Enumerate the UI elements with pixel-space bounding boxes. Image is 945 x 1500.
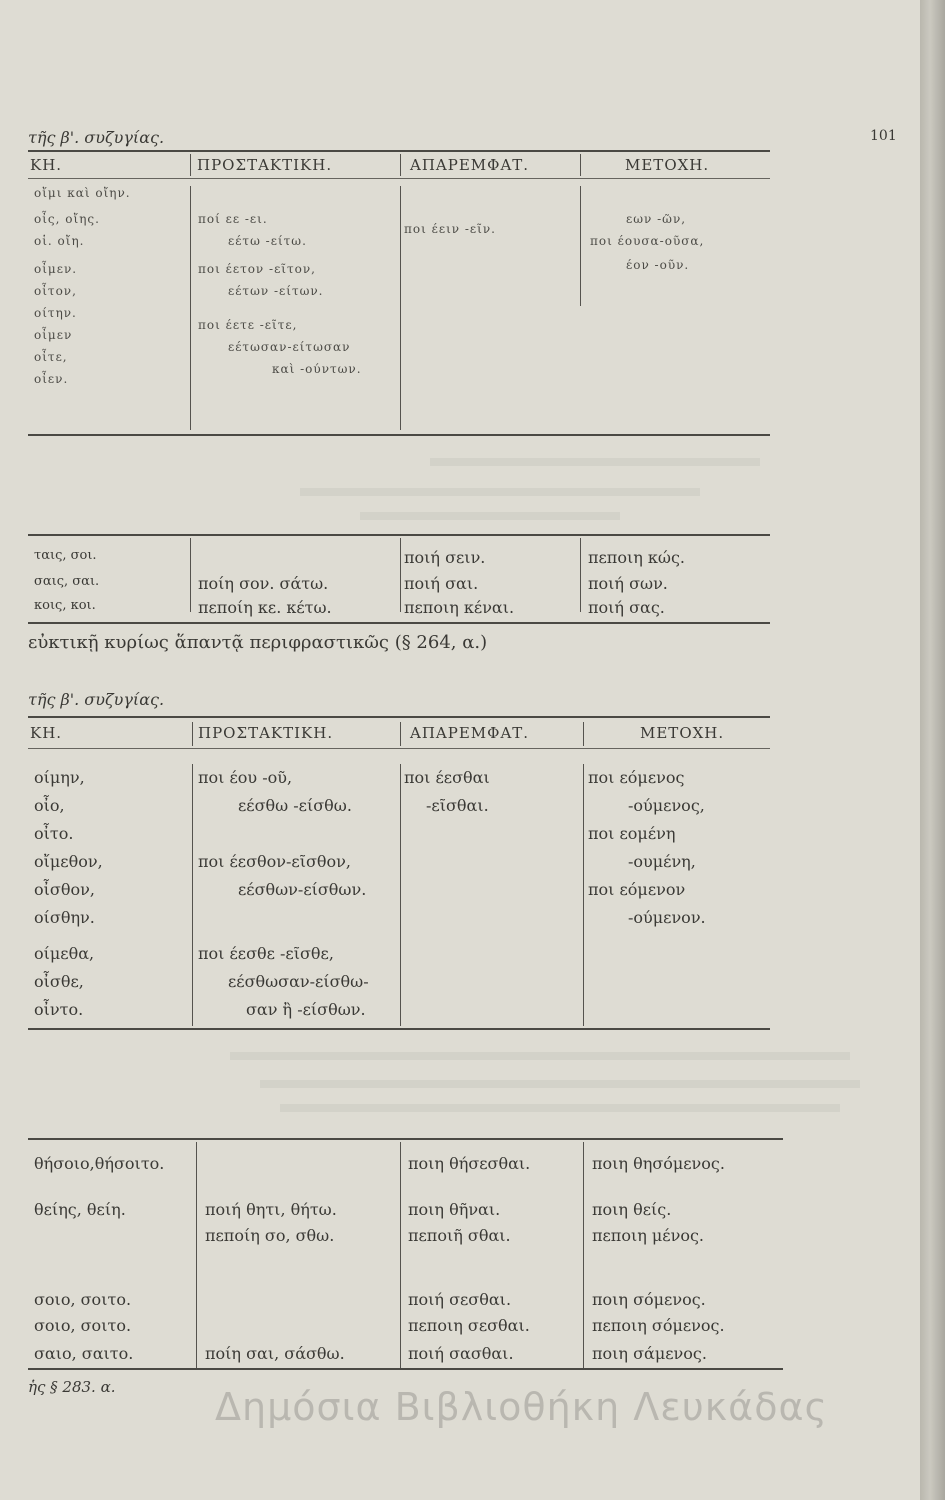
form-cell: πεποιῆ σθαι. [408,1226,511,1245]
form-cell: ποιη θησόμενος. [592,1154,725,1173]
rule [28,434,770,436]
form-cell: οίμεθα, [34,944,95,963]
form-cell: ποι έουσα-οῦσα, [590,234,705,248]
header-infinitive: ΑΠΑΡΕΜΦΑΤ. [410,156,530,174]
book-edge [920,0,945,1500]
form-cell: σαν ἢ -είσθων. [246,1000,366,1019]
form-cell: σοιο, σοιτο. [34,1316,132,1335]
rule [28,622,770,624]
form-cell: εέσθων-είσθων. [238,880,367,899]
bleed-through [360,512,620,520]
form-cell: ποίη σον. σάτω. [198,574,329,593]
form-cell: οἶντο. [34,1000,84,1019]
column-divider [190,538,191,612]
rule [28,534,770,536]
bleed-through [260,1080,860,1088]
header-mood: ΚΗ. [30,724,63,742]
column-divider [196,1142,197,1370]
form-cell: οἶσθον, [34,880,95,899]
column-divider [192,722,193,746]
form-cell: εέτωσαν-είτωσαν [228,340,351,354]
column-divider [580,154,581,176]
column-divider [400,722,401,746]
form-cell: οἶτο. [34,824,74,843]
bleed-through [280,1104,840,1112]
form-cell: οἶς, οἴης. [34,212,100,226]
rule [28,748,770,749]
form-cell: πεποιη κώς. [588,548,685,567]
form-cell: ποί εε -ει. [198,212,268,226]
form-cell: καὶ -ούντων. [272,362,362,376]
column-divider [400,154,401,176]
form-cell: θείης, θείη. [34,1200,126,1219]
form-cell: ποι έεσθον-εῖσθον, [198,852,351,871]
form-cell: ποι εόμενον [588,880,686,899]
form-cell: ποι έετον -εῖτον, [198,262,316,276]
form-cell: οἶμεν. [34,262,78,276]
form-cell: ποιη θείς. [592,1200,672,1219]
form-cell: εέσθω -είσθω. [238,796,352,815]
form-cell: ποιη θήσεσθαι. [408,1154,531,1173]
form-cell: οἶτον, [34,284,77,298]
form-cell: ποιη θῆναι. [408,1200,501,1219]
form-cell: ποιή σων. [588,574,668,593]
form-cell: ποι έου -οῦ, [198,768,293,787]
form-cell: εέτων -είτων. [228,284,324,298]
form-cell: οίσθην. [34,908,95,927]
form-cell: ταις, σοι. [34,548,97,563]
rule [28,1138,783,1140]
rule [28,1368,783,1370]
column-divider [580,538,581,612]
column-divider [400,186,401,430]
bleed-through [300,488,700,496]
form-cell: ποίη σαι, σάσθω. [205,1344,345,1363]
form-cell: πεποιη κέναι. [404,598,515,617]
form-cell: ποιη σάμενος. [592,1344,707,1363]
rule [28,150,770,152]
column-divider [580,186,581,306]
form-cell: ποιή σας. [588,598,665,617]
library-watermark: Δημόσια Βιβλιοθήκη Λευκάδας [215,1385,828,1429]
form-cell: σαις, σαι. [34,574,100,589]
form-cell: οἶμεν [34,328,73,342]
header-imperative: ΠΡΟΣΤΑΚΤΙΚΗ. [197,156,333,174]
form-cell: ποι εομένη [588,824,676,843]
form-cell: σαιο, σαιτο. [34,1344,134,1363]
column-divider [190,186,191,430]
form-cell: πεποίη σο, σθω. [205,1226,335,1245]
form-cell: -ουμένη, [628,852,696,871]
form-cell: σοιο, σοιτο. [34,1290,132,1309]
form-cell: ποι εόμενος [588,768,685,787]
form-cell: οίμην, [34,768,85,787]
column-divider [400,1142,401,1370]
form-cell: οἶο, [34,796,65,815]
form-cell: πεποίη κε. κέτω. [198,598,332,617]
header-mood: ΚΗ. [30,156,63,174]
form-cell: ποιή θητι, θήτω. [205,1200,337,1219]
rule [28,178,770,179]
form-cell: -ούμενον. [628,908,706,927]
form-cell: οἴμι καὶ οἴην. [34,186,131,200]
form-cell: ποι έεσθαι [404,768,490,787]
column-divider [190,154,191,176]
form-cell: εέσθωσαν-είσθω- [228,972,369,991]
form-cell: έον -οῦν. [626,258,690,272]
form-cell: ποι έετε -εῖτε, [198,318,298,332]
form-cell: οἶσθε, [34,972,84,991]
rule [28,1028,770,1030]
form-cell: εέτω -είτω. [228,234,307,248]
form-cell: οἴμεθον, [34,852,103,871]
column-divider [400,538,401,612]
footnote: ἡς § 283. α. [28,1378,116,1396]
form-cell: ποιή σασθαι. [408,1344,514,1363]
form-cell: θήσοιο,θήσοιτο. [34,1154,165,1173]
column-divider [583,764,584,1026]
form-cell: οἱ. οἴη. [34,234,85,248]
form-cell: -εῖσθαι. [426,796,489,815]
bleed-through [430,458,760,466]
form-cell: ποι έειν -εῖν. [404,222,496,236]
column-divider [192,764,193,1026]
column-divider [400,764,401,1026]
section-title: τῆς β'. συζυγίας. [28,690,165,709]
header-infinitive: ΑΠΑΡΕΜΦΑΤ. [410,724,530,742]
form-cell: οίτην. [34,306,77,320]
form-cell: ποι έεσθε -εῖσθε, [198,944,334,963]
bleed-through [230,1052,850,1060]
note: εὐκτικῇ κυρίως ἅπαντᾷ περιφραστικῶς (§ 264, α.) [28,632,488,653]
form-cell: πεποιη σόμενος. [592,1316,725,1335]
section-title: τῆς β'. συζυγίας. [28,128,165,147]
form-cell: πεποιη μένος. [592,1226,704,1245]
header-participle: ΜΕΤΟΧΗ. [625,156,710,174]
column-divider [583,722,584,746]
page-number: 101 [870,128,897,144]
form-cell: πεποιη σεσθαι. [408,1316,530,1335]
form-cell: -ούμενος, [628,796,705,815]
header-imperative: ΠΡΟΣΤΑΚΤΙΚΗ. [198,724,334,742]
form-cell: ποιή σεσθαι. [408,1290,512,1309]
form-cell: ποιή σαι. [404,574,479,593]
header-participle: ΜΕΤΟΧΗ. [640,724,725,742]
column-divider [583,1142,584,1370]
form-cell: οἶεν. [34,372,69,386]
form-cell: εων -ῶν, [626,212,687,226]
form-cell: κοις, κοι. [34,598,96,613]
rule [28,716,770,718]
form-cell: ποιή σειν. [404,548,486,567]
form-cell: οἶτε, [34,350,68,364]
form-cell: ποιη σόμενος. [592,1290,706,1309]
